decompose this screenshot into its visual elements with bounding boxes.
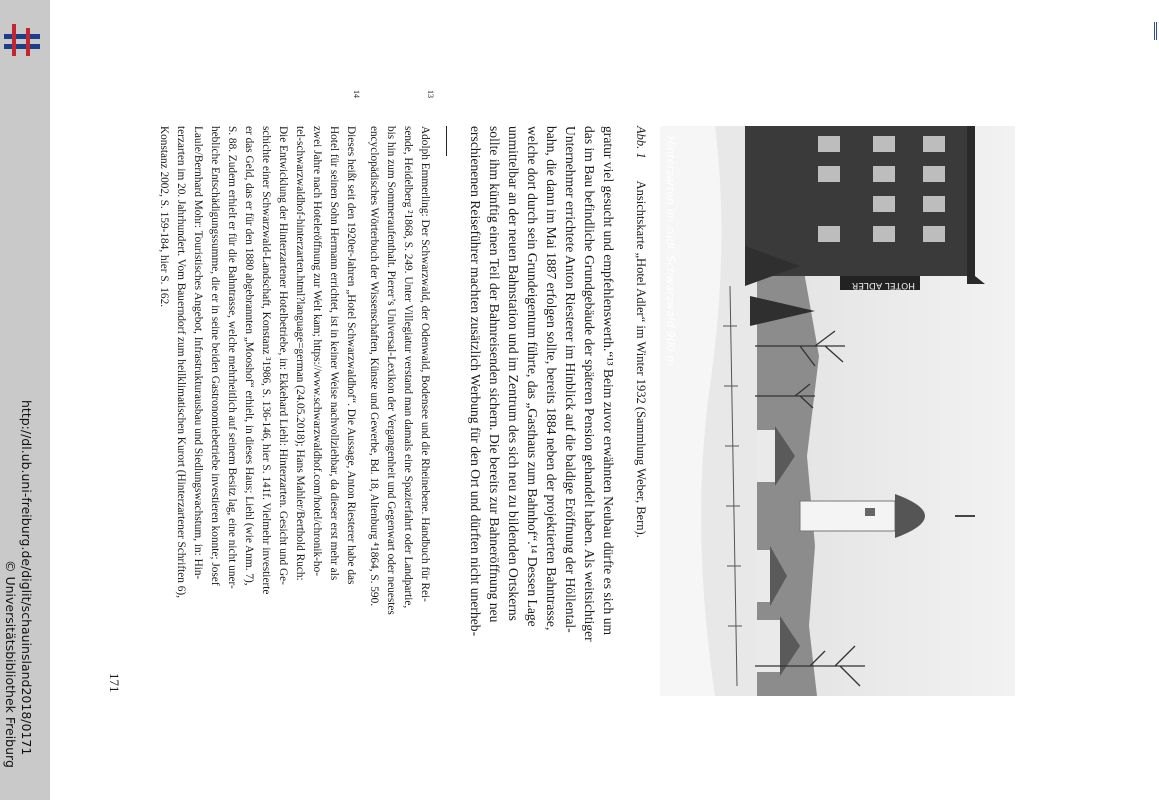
footnote-line: Die Entwicklung der Hinterzartener Hotelbetriebe, in: Ekkehard Liehl: Hinterzarten. Gesicht und Ge- — [277, 126, 289, 585]
footnote-line: Hotel für seinen Sohn Hermann errichtet, ist in keiner Weise nachvollziehbar, da dieser erst mehr als — [328, 126, 340, 581]
footnote-line: zwei Jahre nach Hoteleröffnung zur Welt kam; https://www.schwarzwaldhof.com/hotel/chronik-ho- — [311, 126, 323, 576]
footnote-line: encyclopädisches Wörterbuch der Wissenschaften, Künste und Gewerbe, Bd. 18, Altenburg ⁴1864, S. 590. — [368, 126, 380, 607]
footnote-number: 14 — [352, 90, 361, 98]
footnote-line: schichte einer Schwarzwald-Landschaft, Konstanz ³1986, S. 136-146, hier S. 141f. Vielmehr investierte — [260, 126, 272, 595]
footnote-separator — [446, 126, 447, 156]
footnote-line: Dieses heißt seit den 1920er-Jahren „Hotel Schwarzwaldhof“. Die Aussage, Anton Riesterer habe das — [345, 126, 357, 585]
body-text-line: erschienenen Reiseführer machten zusätzlich Werbung für den Ort und dürften nicht unerheb- — [468, 126, 483, 637]
body-text-line: das im Bau befindliche Grundgebäude der späteren Pension gehandelt haben. Als weitsichtiger — [582, 126, 597, 642]
hotel-sign: HOTEL ADLER — [852, 280, 915, 290]
body-text-line: unmittelbar an der neuen Bahnstation und im Zentrum des sich neu zu bildenden Ortskerns — [506, 126, 521, 621]
page-number: 171 — [107, 673, 122, 693]
footnote-line: Adolph Emmerling: Der Schwarzwald, der Odenwald, Bodensee und die Rheinebene. Handbuch für Rei- — [419, 126, 431, 602]
footnote-line: sende, Heidelberg ²1868, S. 249. Unter Villegiatur verstand man damals eine Spazierfahrt oder Landpartie, — [402, 126, 414, 609]
footnote-line: Konstanz 2002, S. 159-184, hier S. 162. — [158, 126, 170, 308]
footnote-line: terzarten im 20. Jahrhundert. Vom Bauerndorf zum heilklimatischen Kurort (Hinterzartener Schriften 6), — [175, 126, 187, 599]
footnote-number: 13 — [426, 90, 435, 98]
figure-caption-label: Abb. 1 — [634, 126, 648, 159]
footnote-line: er das Geld, das er für den 1880 abgebrannten „Mooshof“ erhielt, in dieses Haus; Liehl (wie Anm. 7), — [243, 126, 255, 586]
body-text-line: welche dort durch sein Grundeigentum führte, das „Gasthaus zum Bahnhof“.¹⁴ Dessen Lage — [525, 126, 540, 627]
footnote-line: S. 88. Zudem erhielt er für die Bahntrasse, welche mehrheitlich auf seinem Besitz lag, eine nicht uner- — [226, 126, 238, 589]
footer-copyright: © Universitätsbibliothek Freiburg — [3, 560, 18, 768]
body-text-line: gratur viel gesucht und empfehlenswerth.“¹³ Beim zuvor erwähnten Neubau dürfte es sich um — [601, 126, 616, 636]
footnote-line: bis hin zum Sommeraufenthalt. Pierer’s Universal-Lexikon der Vergangenheit und Gegenwart oder neuestes — [385, 126, 397, 615]
footnote-line: tel-schwarzwaldhof-hinterzarten.html?language=german (24.05.2018); Hans Mahler/Berthold Ruch: — [294, 126, 306, 581]
library-logo-icon — [0, 20, 44, 60]
body-text-line: sollte ihm künftig einen Teil der Bahnreisenden sichern. Die bereits zur Bahneröffnung neu — [487, 126, 502, 623]
photo-caption-text: Hinterzarten im südl. Schwarzwald 900 m — [664, 136, 677, 367]
body-text-line: bahn, die dann im Mai 1887 erfolgen sollte, bereits 1884 neben der projektierten Bahntrasse, — [544, 126, 559, 631]
edge-marker-icon — [1154, 22, 1157, 40]
scanned-page — [95, 90, 1045, 710]
footnote-line: hebliche Entschädigungssumme, die er in seine beiden Gastronomiebetriebe investieren konnte; Josef — [209, 126, 221, 586]
body-text-line: Unternehmer errichtete Anton Riesterer im Hinblick auf die baldige Eröffnung der Höllental- — [563, 126, 578, 633]
figure-caption — [633, 126, 648, 696]
postcard-photo — [660, 126, 1015, 696]
footnote-line: Laule/Bernhard Mohr: Touristisches Angebot, Infrastrukturausbau und Siedlungswachstum, in: Hin- — [192, 126, 204, 580]
figure-caption-text: Ansichtskarte „Hotel Adler“ im Winter 1932 (Sammlung Weber, Bern). — [634, 180, 648, 538]
footer-url-link[interactable]: http://dl.ub.uni-freiburg.de/diglit/schauinsland2018/0171 — [19, 400, 34, 756]
